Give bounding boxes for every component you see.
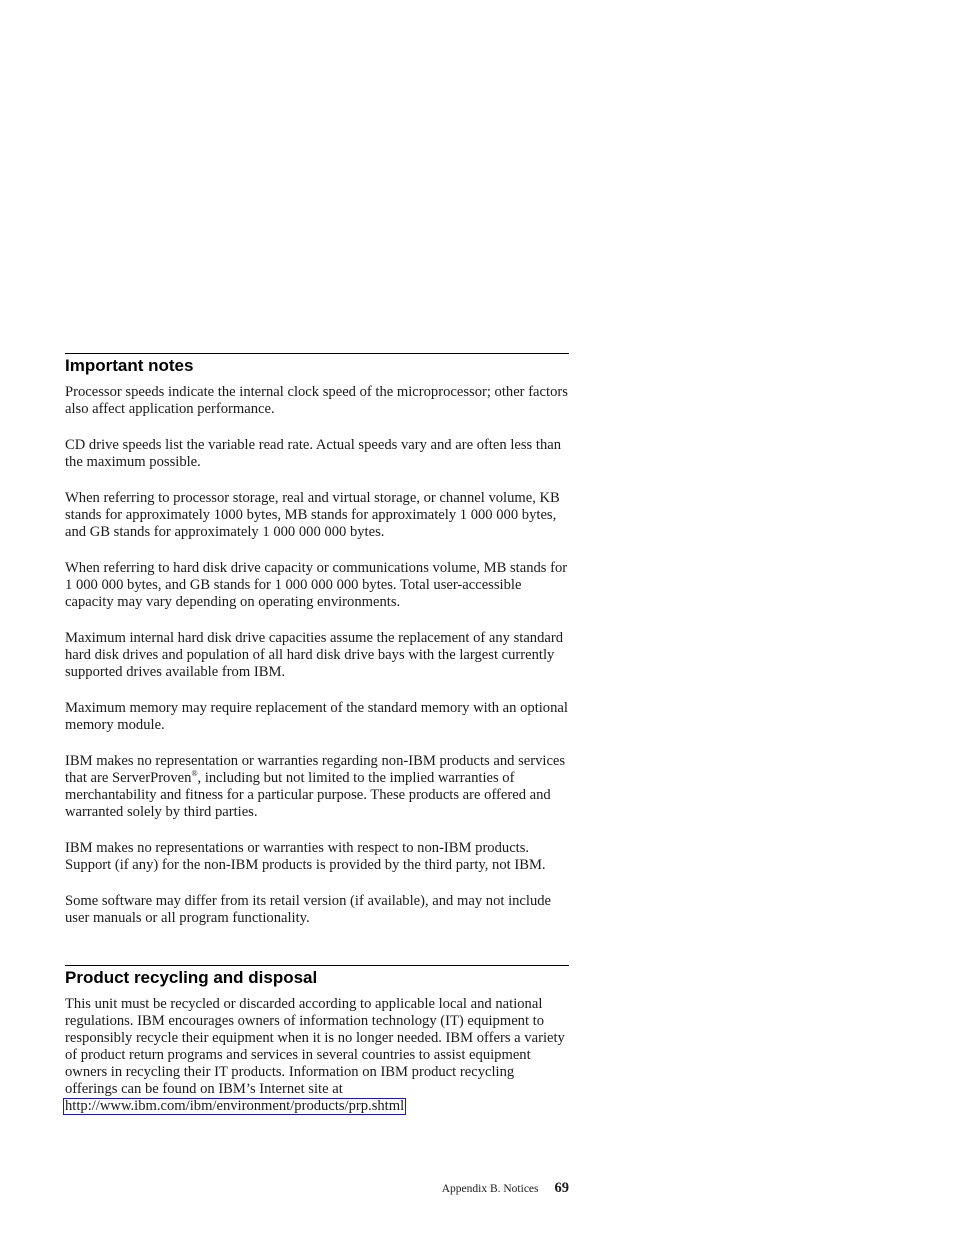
note-hard-disk-capacity: When referring to hard disk drive capacity or communications volume, MB stands for 1 000 000 bytes, and GB stands for 1 000 000 000 bytes. Total user-accessible capacity may vary depending on operating environments. (65, 560, 568, 610)
section-divider (65, 353, 569, 354)
recycling-section (65, 965, 569, 1115)
footer-section-title: Appendix B. Notices (441, 1183, 539, 1195)
page-number: 69 (554, 1180, 569, 1196)
note-max-hard-disk: Maximum internal hard disk drive capacities assume the replacement of any standard hard disk drives and population of all hard disk drive bays with the largest currently supported drives available from IBM. (65, 630, 564, 680)
note-max-memory: Maximum memory may require replacement of the standard memory with an optional memory module. (65, 700, 568, 733)
serverproven-text-after: , including but not limited to the implied warranties of merchantability and fitness for a particular purpose. These products are offered and warranted solely by third parties. (65, 770, 551, 820)
registered-mark: ® (191, 769, 198, 779)
recycling-link[interactable]: http://www.ibm.com/ibm/environment/products/prp.shtml (65, 1098, 405, 1114)
note-software-differences: Some software may differ from its retail version (if available), and may not include user manuals or all program functionality. (65, 893, 552, 926)
note-storage-units: When referring to processor storage, real and virtual storage, or channel volume, KB stands for approximately 1000 bytes, MB stands for approximately 1 000 000 bytes, and GB stands for approximately 1 000 000 000 bytes. (65, 490, 560, 540)
note-cd-drive-speeds: CD drive speeds list the variable read rate. Actual speeds vary and are often less than the maximum possible. (65, 437, 562, 470)
important-notes-section (65, 353, 569, 927)
note-serverproven (65, 753, 569, 821)
recycling-link-line (65, 1098, 569, 1115)
section-heading-recycling: Product recycling and disposal (65, 968, 318, 987)
section-divider (65, 965, 569, 966)
note-processor-speeds: Processor speeds indicate the internal clock speed of the microprocessor; other factors also affect application performance. (65, 384, 568, 417)
note-non-ibm-products: IBM makes no representations or warranties with respect to non-IBM products. Support (if any) for the non-IBM products is provided by the third party, not IBM. (65, 840, 546, 873)
section-heading-important-notes: Important notes (65, 356, 194, 375)
recycling-paragraph: This unit must be recycled or discarded according to applicable local and national regulations. IBM encourages owners of information technology (IT) equipment to responsibly recycle their equipment when it is no longer needed. IBM offers a variety of product return programs and services in several countries to assist equipment owners in recycling their IT products. Information on IBM product recycling offerings can be found on IBM’s Internet site at (65, 996, 565, 1097)
serverproven-text-before: IBM makes no representation or warranties regarding non-IBM products and services that are ServerProven (65, 753, 566, 786)
page-footer (442, 1178, 569, 1199)
